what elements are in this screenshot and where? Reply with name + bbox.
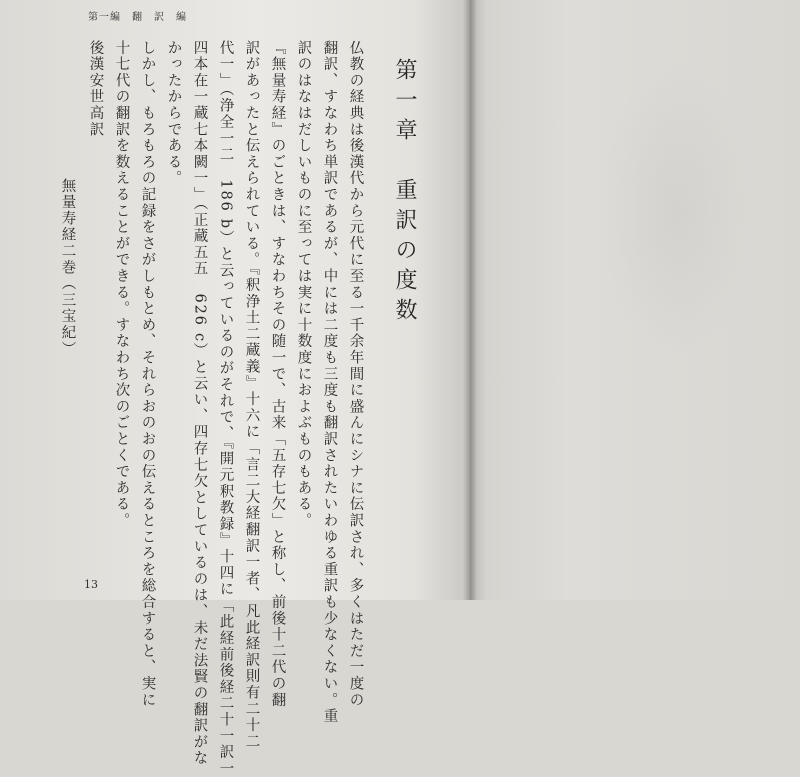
page-number: 13 [84,578,98,591]
body-line: しかし、もろもろの記録をさがしもとめ、それらおのおの伝えるところを総合すると、実に [139,40,156,709]
body-line: 代一」（浄全一二 186 b）と云っているのがそれで、『開元釈教録』十四に「此経前後経二十一訳一 [217,40,234,777]
body-line: 四本在一蔵七本闕一」（正蔵五五 626 c）と云い、四存七欠としているのは、未だ法賢の翻訳がな [191,40,208,767]
book-gutter [463,0,477,600]
chapter-title: 第一章 重訳の度数 [392,58,417,328]
body-line: 仏教の経典は後漢代から元代に至る一千余年間に盛んにシナに伝訳され、多くはただ一度の [347,40,364,709]
body-line: かったからである。 [165,40,182,187]
body-line: 『無量寿経』のごときは、すなわちその随一で、古来「五存七欠」と称し、前後十二代の翻 [269,40,286,709]
body-line: 後漢安世高訳 [87,40,104,138]
running-header: 第一編 翻 訳 編 [88,12,187,23]
body-line: 翻訳、すなわち単訳であるが、中には二度も三度も翻訳されたいわゆる重訳も少なくない。重 [321,40,338,725]
body-line: 訳のはなはだしいものに至っては実に十数度におよぶものもある。 [295,40,312,529]
sutra-entry: 無量寿経二巻（三宝紀） [59,178,76,358]
body-line: 訳があったと伝えられている。『釈浄土二蔵義』十六に「言二大経翻訳一者、凡此経訳則有二十二 [243,40,260,750]
body-line: 十七代の翻訳を数えることができる。すなわち次のごとくである。 [113,40,130,529]
show-through-shadow [600,60,750,360]
